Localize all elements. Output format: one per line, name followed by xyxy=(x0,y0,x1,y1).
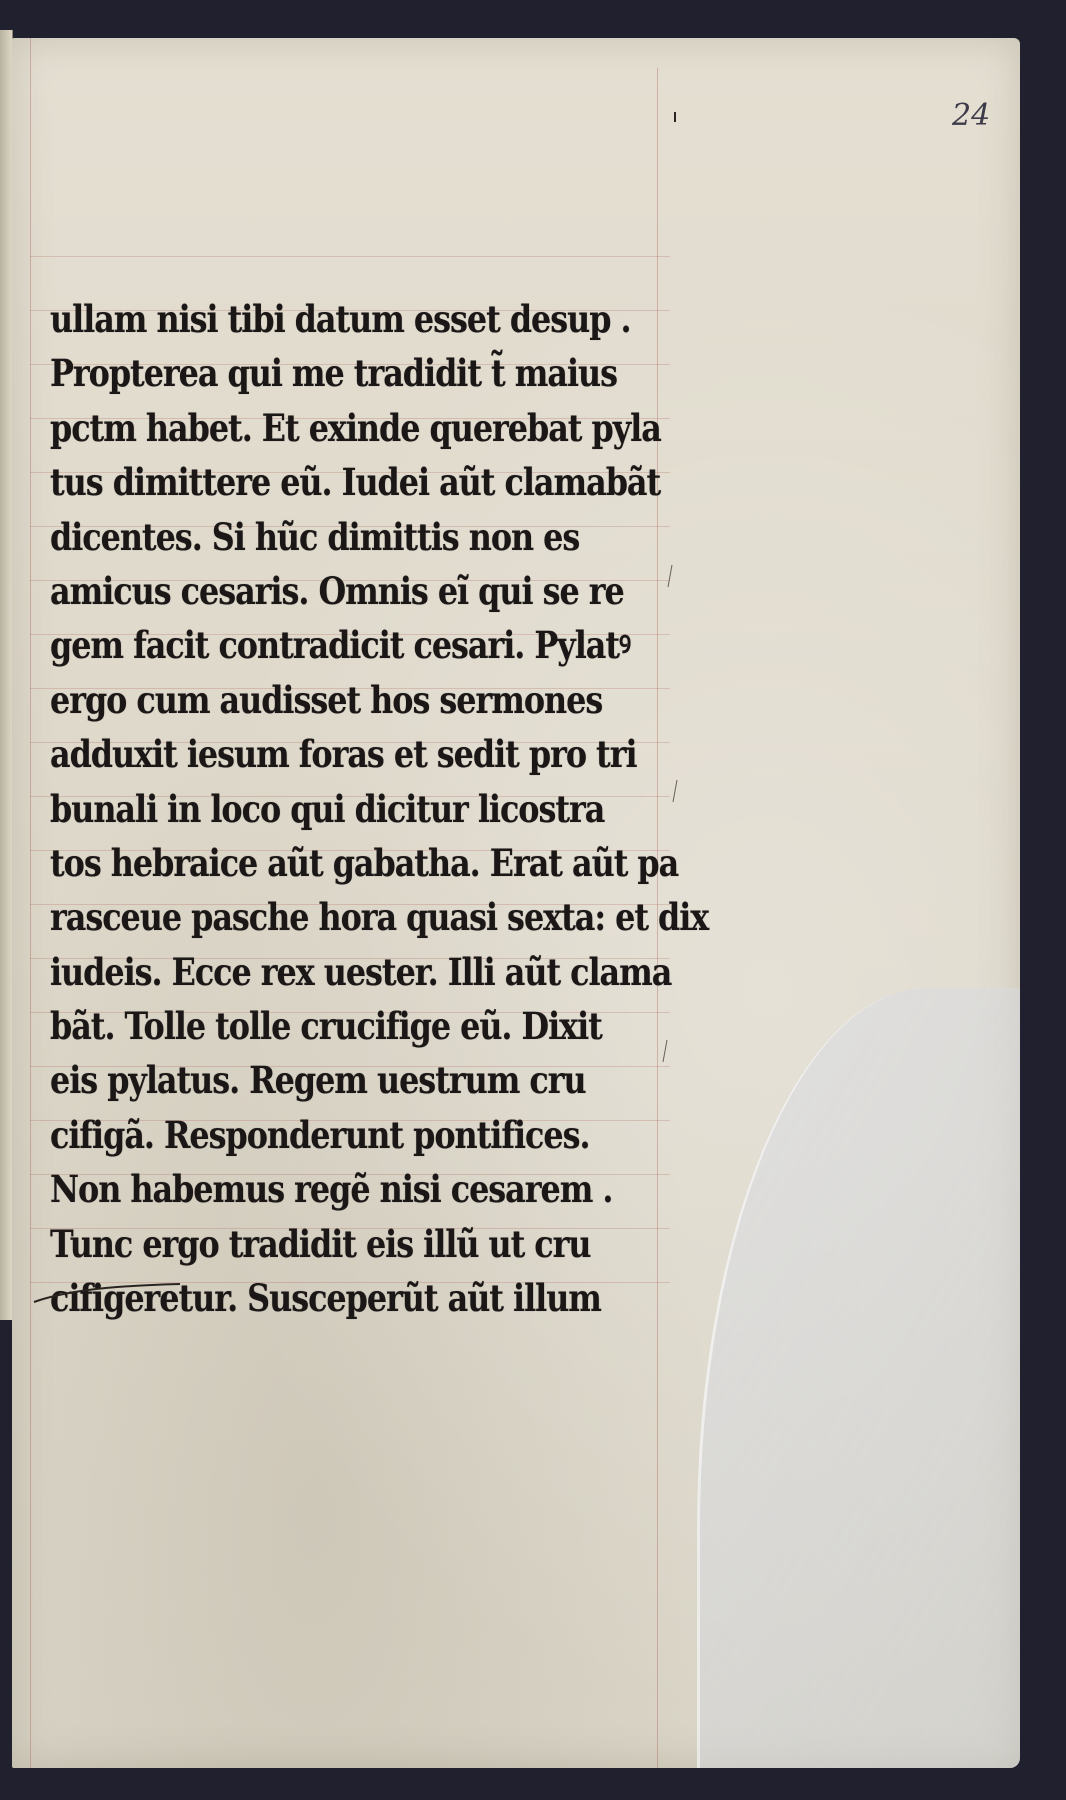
text-line: tus dimittere eũ. Iudei aũt clamabãt xyxy=(50,460,661,505)
text-line: adduxit iesum foras et sedit pro tri xyxy=(50,732,637,777)
manuscript-text-block xyxy=(50,292,709,1325)
text-line: Non habemus regẽ nisi cesarem . xyxy=(50,1167,613,1212)
text-line: bãt. Tolle tolle crucifige eũ. Dixit xyxy=(50,1004,602,1049)
text-line: iudeis. Ecce rex uester. Illi aũt clama xyxy=(50,949,672,994)
text-line: eis pylatus. Regem uestrum cru xyxy=(50,1058,586,1103)
text-line: amicus cesaris. Omnis eĩ qui se re xyxy=(50,568,624,613)
folio-number: 24 xyxy=(952,98,991,133)
text-line: ullam nisi tibi datum esset desup . xyxy=(50,297,631,341)
text-line: rasceue pasche hora quasi sexta: et dix xyxy=(50,895,709,940)
text-line: pctm habet. Et exinde querebat pyla xyxy=(50,405,661,450)
page-curl xyxy=(697,988,1020,1768)
ruling-line xyxy=(30,256,670,257)
text-line: dicentes. Si hũc dimittis non es xyxy=(50,514,580,559)
text-line: bunali in loco qui dicitur licostra xyxy=(50,786,605,831)
text-line: Tunc ergo tradidit eis illũ ut cru xyxy=(50,1221,591,1266)
text-line: Propterea qui me tradidit t̃ maius xyxy=(50,351,618,396)
text-line: cifigeretur. Susceperũt aũt illum xyxy=(50,1276,601,1321)
ruling-left xyxy=(30,38,31,1768)
manuscript-folio xyxy=(12,38,1020,1768)
text-line: tos hebraice aũt gabatha. Erat aũt pa xyxy=(50,840,679,885)
margin-mark-icon xyxy=(672,112,678,138)
text-line: gem facit contradicit cesari. Pylatꝰ xyxy=(50,623,631,668)
text-line: cifigã. Responderunt pontifices. xyxy=(50,1112,590,1157)
text-line: ergo cum audisset hos sermones xyxy=(50,677,603,722)
pen-flourish-icon xyxy=(32,1282,182,1306)
